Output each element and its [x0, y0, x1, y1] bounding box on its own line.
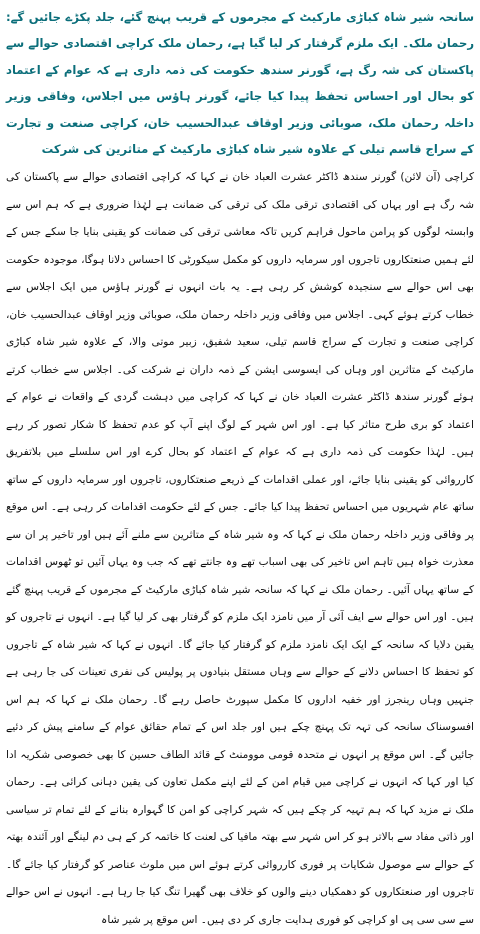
article-headline: سانحہ شیر شاہ کباڑی مارکیٹ کے مجرموں کے قریب پہنچ گئے، جلد پکڑے جائیں گے: رحمان ملک۔ ایک ملزم گرفتار کر لیا گیا ہے، رحمان ملک کراچی اقتصادی حوالے سے پاکستان کی شہ رگ ہے، گورنر سندھ حکومت کی ذمہ داری ہے کہ عوام کے اعتماد کو بحال اور احساس تحفظ پیدا کیا جائے، گورنر ہاؤس میں اجلاس، وفاقی وزیر داخلہ رحمان ملک، صوبائی وزیر اوقاف عبدالحسیب خان، کراچی صنعت و تجارت کے سراج قاسم تیلی کے علاوہ شیر شاہ کباڑی مارکیٹ کے متاثرین کی شرکت: [6, 10, 474, 157]
article-body: کراچی (آن لائن) گورنر سندھ ڈاکٹر عشرت العباد خان نے کہا کہ کراچی اقتصادی حوالے سے پاکستان کی شہ رگ ہے اور یہاں کی اقتصادی ترقی ملک کی ترقی کی ضمانت ہے لہٰذا ضروری ہے کہ ہم اس سے وابستہ لوگوں کو پرامن ماحول فراہم کریں تاکہ معاشی ترقی کی ضمانت کو یقینی بنایا جا سکے جس کے لئے ہمیں صنعتکاروں تاجروں اور سرمایہ داروں کو مکمل سیکورٹی کا احساس دلانا ہوگا، موجودہ حکومت بھی اس حوالے سے سنجیدہ کوشش کر رہی ہے۔ یہ بات انہوں نے گورنر ہاؤس میں ایک اجلاس سے خطاب کرتے ہوئے کہی۔ اجلاس میں وفاقی وزیر داخلہ رحمان ملک، صوبائی وزیر اوقاف عبدالحسیب خان، کراچی صنعت و تجارت کے سراج قاسم تیلی، سعید شفیق، زبیر موتی والا، کے علاوہ شیر شاہ کباڑی مارکیٹ کے متاثرین اور وہاں کی ایسوسی ایشن کے ذمہ داران نے شرکت کی۔ اجلاس سے خطاب کرتے ہوئے گورنر سندھ ڈاکٹر عشرت العباد خان نے کہا کہ کراچی میں دہشت گردی کے واقعات نے عوام کے اعتماد کو بری طرح متاثر کیا ہے۔ اور اس شہر کے لوگ اپنے آپ کو عدم تحفظ کا شکار تصور کر رہے ہیں۔ لہٰذا حکومت کی ذمہ داری ہے کہ عوام کے اعتماد کو بحال کرے اور اس سلسلے میں بلاتفریق کارروائی کو یقینی بنایا جائے، اور عملی اقدامات کے ذریعے صنعتکاروں، تاجروں اور سرمایہ داروں کے ساتھ ساتھ عام شہریوں میں احساس تحفظ پیدا کیا جائے۔ جس کے لئے حکومت اقدامات کر رہی ہے۔ اس موقع پر وفاقی وزیر داخلہ رحمان ملک نے کہا کہ وہ شیر شاہ کے متاثرین سے ملنے آئے ہیں اور تاخیر پر ان سے معذرت خواہ ہیں تاہم اس تاخیر کی بھی اسباب تھے وہ جانتے تھے کہ جب وہ یہاں آئیں تو ٹھوس اقدامات کے ساتھ یہاں آئیں۔ رحمان ملک نے کہا کہ سانحہ شیر شاہ کباڑی مارکیٹ کے مجرموں کے قریب پہنچ گئے ہیں۔ اور اس حوالے سے ایف آئی آر میں نامزد ایک ملزم کو گرفتار بھی کر لیا گیا ہے۔ انہوں نے تاجروں کو یقین دلایا کہ سانحہ کے ایک ایک نامزد ملزم کو گرفتار کیا جائے گا۔ انہوں نے کہا کہ شیر شاہ کے تاجروں کو تحفظ کا احساس دلانے کے حوالے سے وہاں مستقل بنیادوں پر پولیس کی نفری تعینات کی جا رہی ہے جنہیں وہاں رینجرز اور خفیہ اداروں کا مکمل سپورٹ حاصل رہے گا۔ رحمان ملک نے کہا کہ ہم اس افسوسناک سانحہ کی تہہ تک پہنچ چکے ہیں اور جلد اس کے تمام حقائق عوام کے سامنے پیش کر دئیے جائیں گے۔ اس موقع پر انہوں نے متحدہ قومی موومنٹ کے قائد الطاف حسین کا بھی خصوصی شکریہ ادا کیا اور کہا کہ انہوں نے کراچی میں قیام امن کے لئے اپنے مکمل تعاون کی یقین دہانی کرائی ہے۔ رحمان ملک نے مزید کہا کہ ہم تہیہ کر چکے ہیں کہ شہر کراچی کو امن کا گہوارہ بنانے کے لئے تمام تر سیاسی اور ذاتی مفاد سے بالاتر ہو کر اس شہر سے بھتہ مافیا کی لعنت کا خاتمہ کر کے ہی دم لینگے اور آئندہ بھتہ کے حوالے سے موصول شکایات پر فوری کارروائی کرتے ہوئے اس میں ملوث عناصر کو گرفتار کیا جائے گا۔ تاجروں اور صنعتکاروں کو دھمکیاں دینے والوں کو خلاف بھی گھیرا تنگ کیا جا رہا ہے۔ انہوں نے اس حوالے سے سی سی پی او کراچی کو فوری ہدایت جاری کر دی ہیں۔ اس موقع پر شیر شاہ: [6, 171, 474, 926]
